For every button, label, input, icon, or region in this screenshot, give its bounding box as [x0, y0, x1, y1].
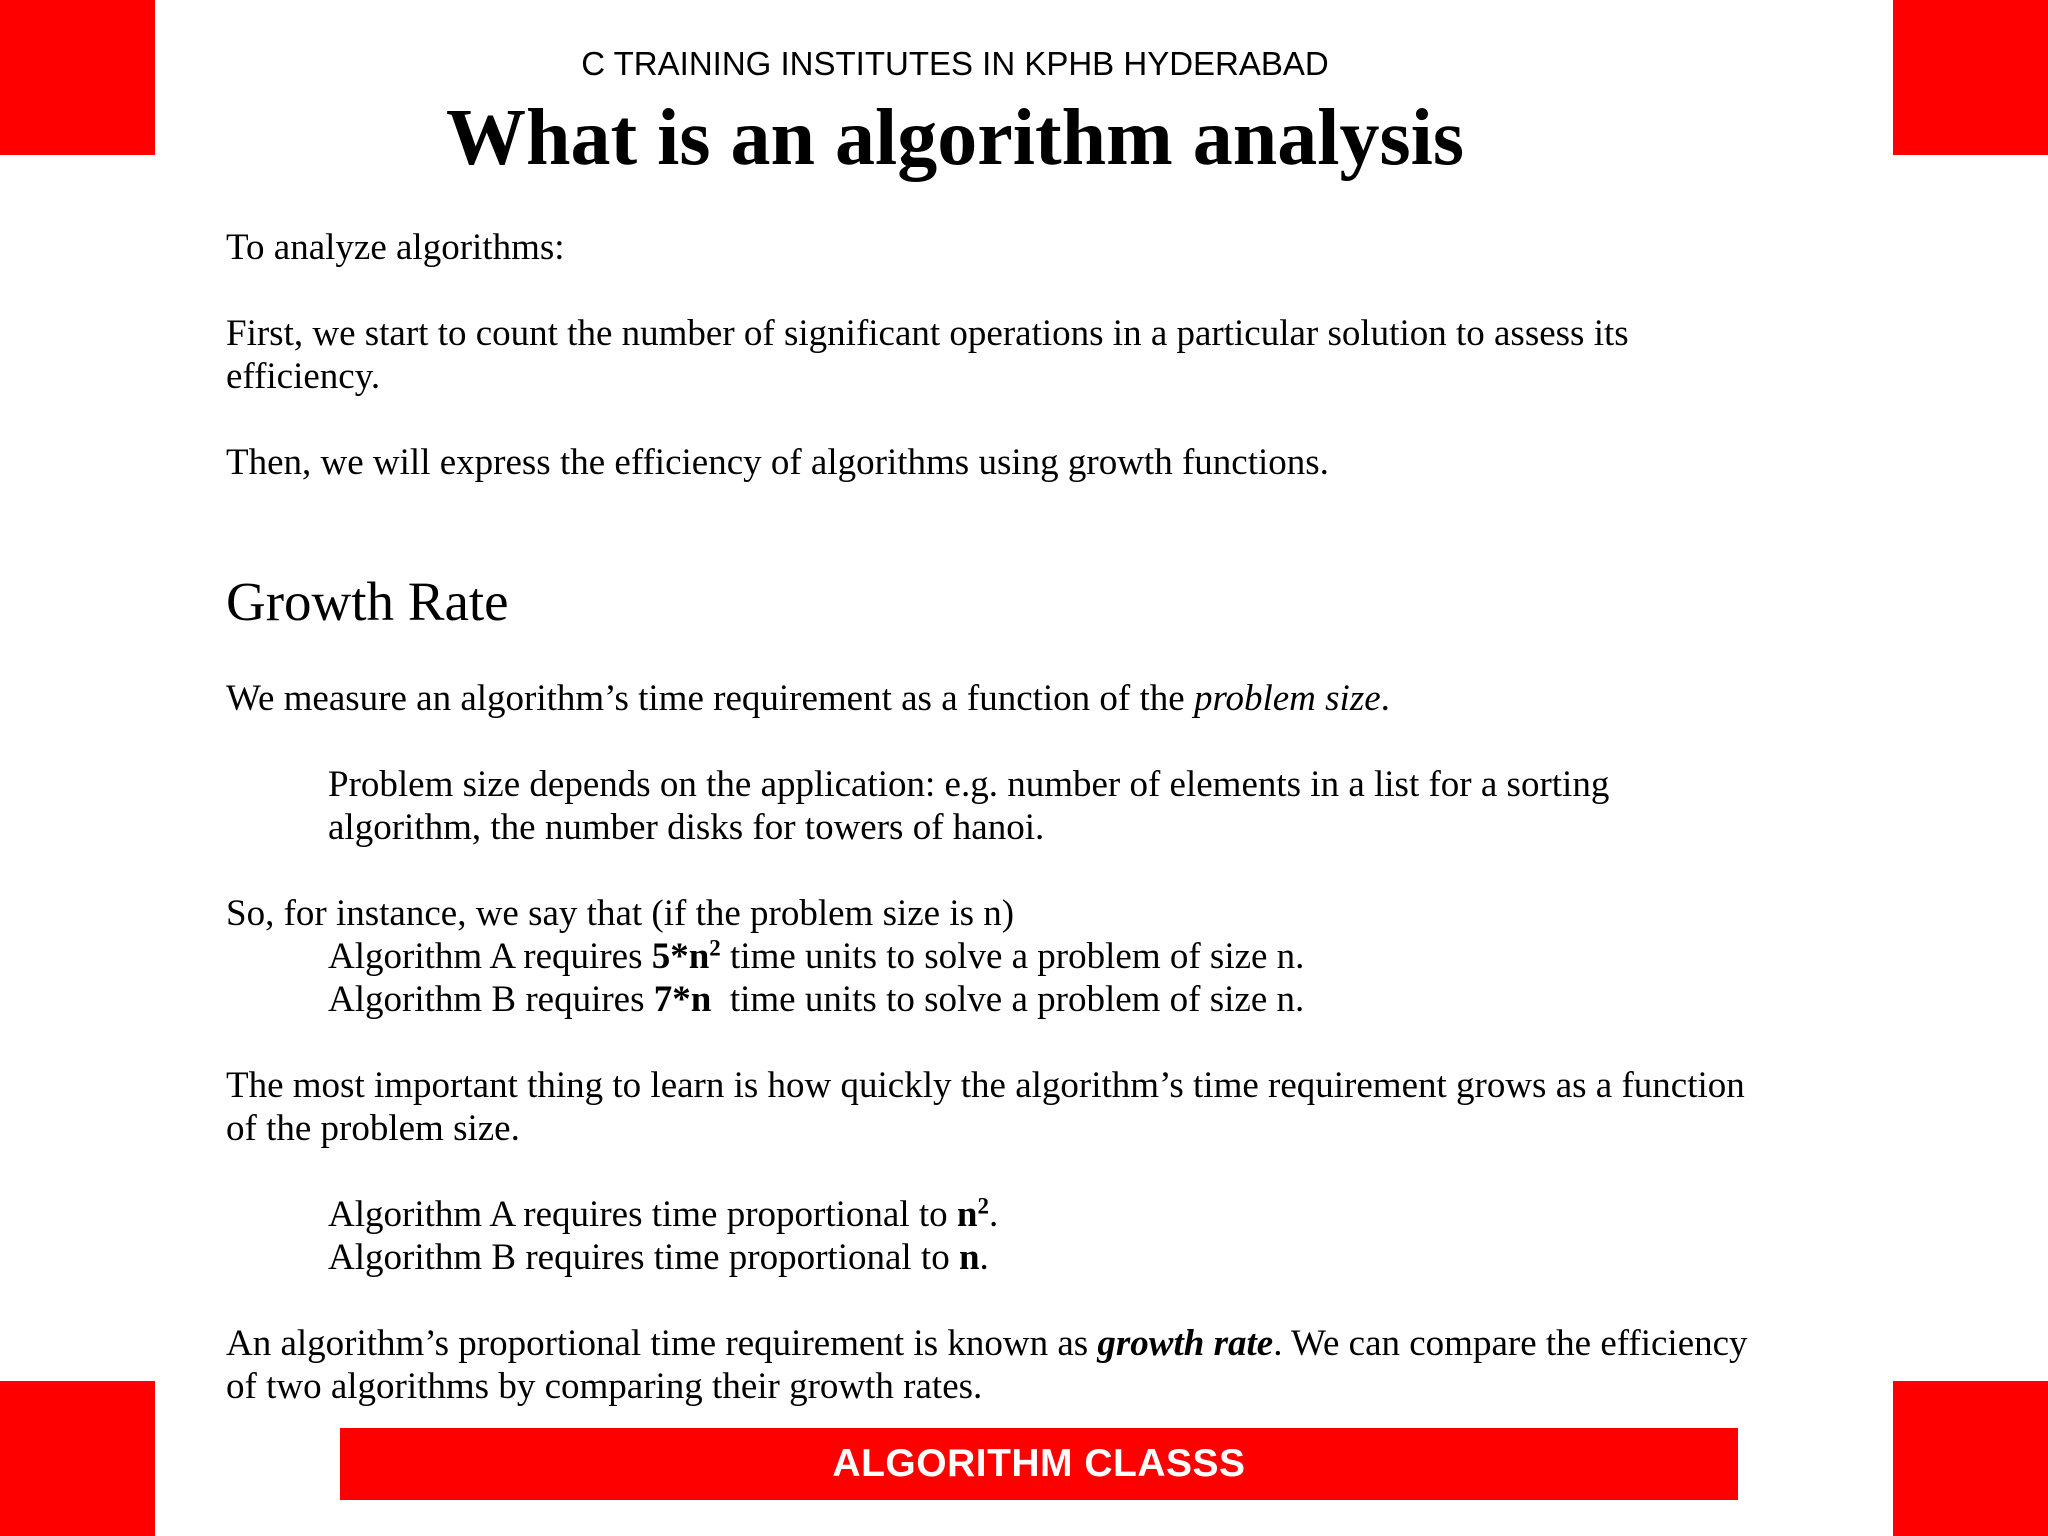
prop-b-prefix: Algorithm B requires time proportional to: [328, 1237, 959, 1278]
algorithm-b-requirement: [226, 978, 1766, 1021]
measure-paragraph: [226, 677, 1766, 720]
instance-paragraph: So, for instance, we say that (if the problem size is n): [226, 893, 1015, 934]
prop-a-expr-base: n: [956, 1194, 978, 1235]
corner-decoration-top-right: [1893, 0, 2048, 155]
problem-size-paragraph: Problem size depends on the application: e.g. number of elements in a list for a sorting algorithm, the number disks for towers of hanoi.: [328, 764, 1610, 848]
prop-a-prefix: Algorithm A requires time proportional to: [328, 1194, 957, 1235]
prop-b-suffix: .: [979, 1237, 989, 1278]
prop-a-expression: [957, 1194, 989, 1235]
page-title: What is an algorithm analysis: [446, 94, 1464, 182]
header-subtitle: C TRAINING INSTITUTES IN KPHB HYDERABAD: [581, 45, 1329, 82]
corner-decoration-bottom-right: [1893, 1381, 2048, 1536]
then-paragraph: Then, we will express the efficiency of algorithms using growth functions.: [226, 442, 1329, 483]
algorithm-a-expr-exponent: 2: [709, 935, 721, 961]
growth-suffix: . We can compare the efficiency of two algorithms by comparing their growth rates.: [226, 1323, 1748, 1407]
corner-decoration-bottom-left: [0, 1381, 155, 1536]
footer-label: ALGORITHM CLASSS: [832, 1442, 1246, 1485]
growth-rate-paragraph: [226, 1322, 1766, 1408]
prop-a-expr-exponent: 2: [977, 1193, 989, 1219]
problem-size-term: problem size: [1193, 678, 1381, 719]
algorithm-a-suffix: time units to solve a problem of size n.: [720, 936, 1305, 977]
intro-text: To analyze algorithms:: [226, 227, 565, 268]
algorithm-a-requirement: [226, 935, 1766, 978]
algorithm-a-expr-base: 5*n: [651, 936, 710, 977]
measure-suffix: .: [1380, 678, 1390, 719]
algorithm-b-suffix: time units to solve a problem of size n.: [711, 979, 1305, 1020]
algorithm-b-prefix: Algorithm B requires: [328, 979, 654, 1020]
algorithm-a-expression: [652, 936, 721, 977]
growth-rate-term: growth rate: [1097, 1323, 1274, 1364]
slide-content: [226, 226, 1766, 1408]
important-paragraph: The most important thing to learn is how quickly the algorithm’s time requirement grows as a function of the problem size.: [226, 1065, 1745, 1149]
measure-prefix: We measure an algorithm’s time requirement as a function of the: [226, 678, 1194, 719]
algorithm-a-prefix: Algorithm A requires: [328, 936, 652, 977]
prop-b-expression: n: [958, 1237, 980, 1278]
growth-prefix: An algorithm’s proportional time requirement is known as: [226, 1323, 1098, 1364]
first-paragraph: First, we start to count the number of significant operations in a particular solution to assess its efficiency.: [226, 313, 1629, 397]
algorithm-b-proportional: [226, 1236, 1766, 1279]
growth-rate-heading: Growth Rate: [226, 571, 509, 632]
prop-a-suffix: .: [988, 1194, 999, 1235]
algorithm-b-expression: 7*n: [653, 979, 712, 1020]
footer-banner: [340, 1428, 1738, 1500]
algorithm-a-proportional: [226, 1193, 1766, 1236]
